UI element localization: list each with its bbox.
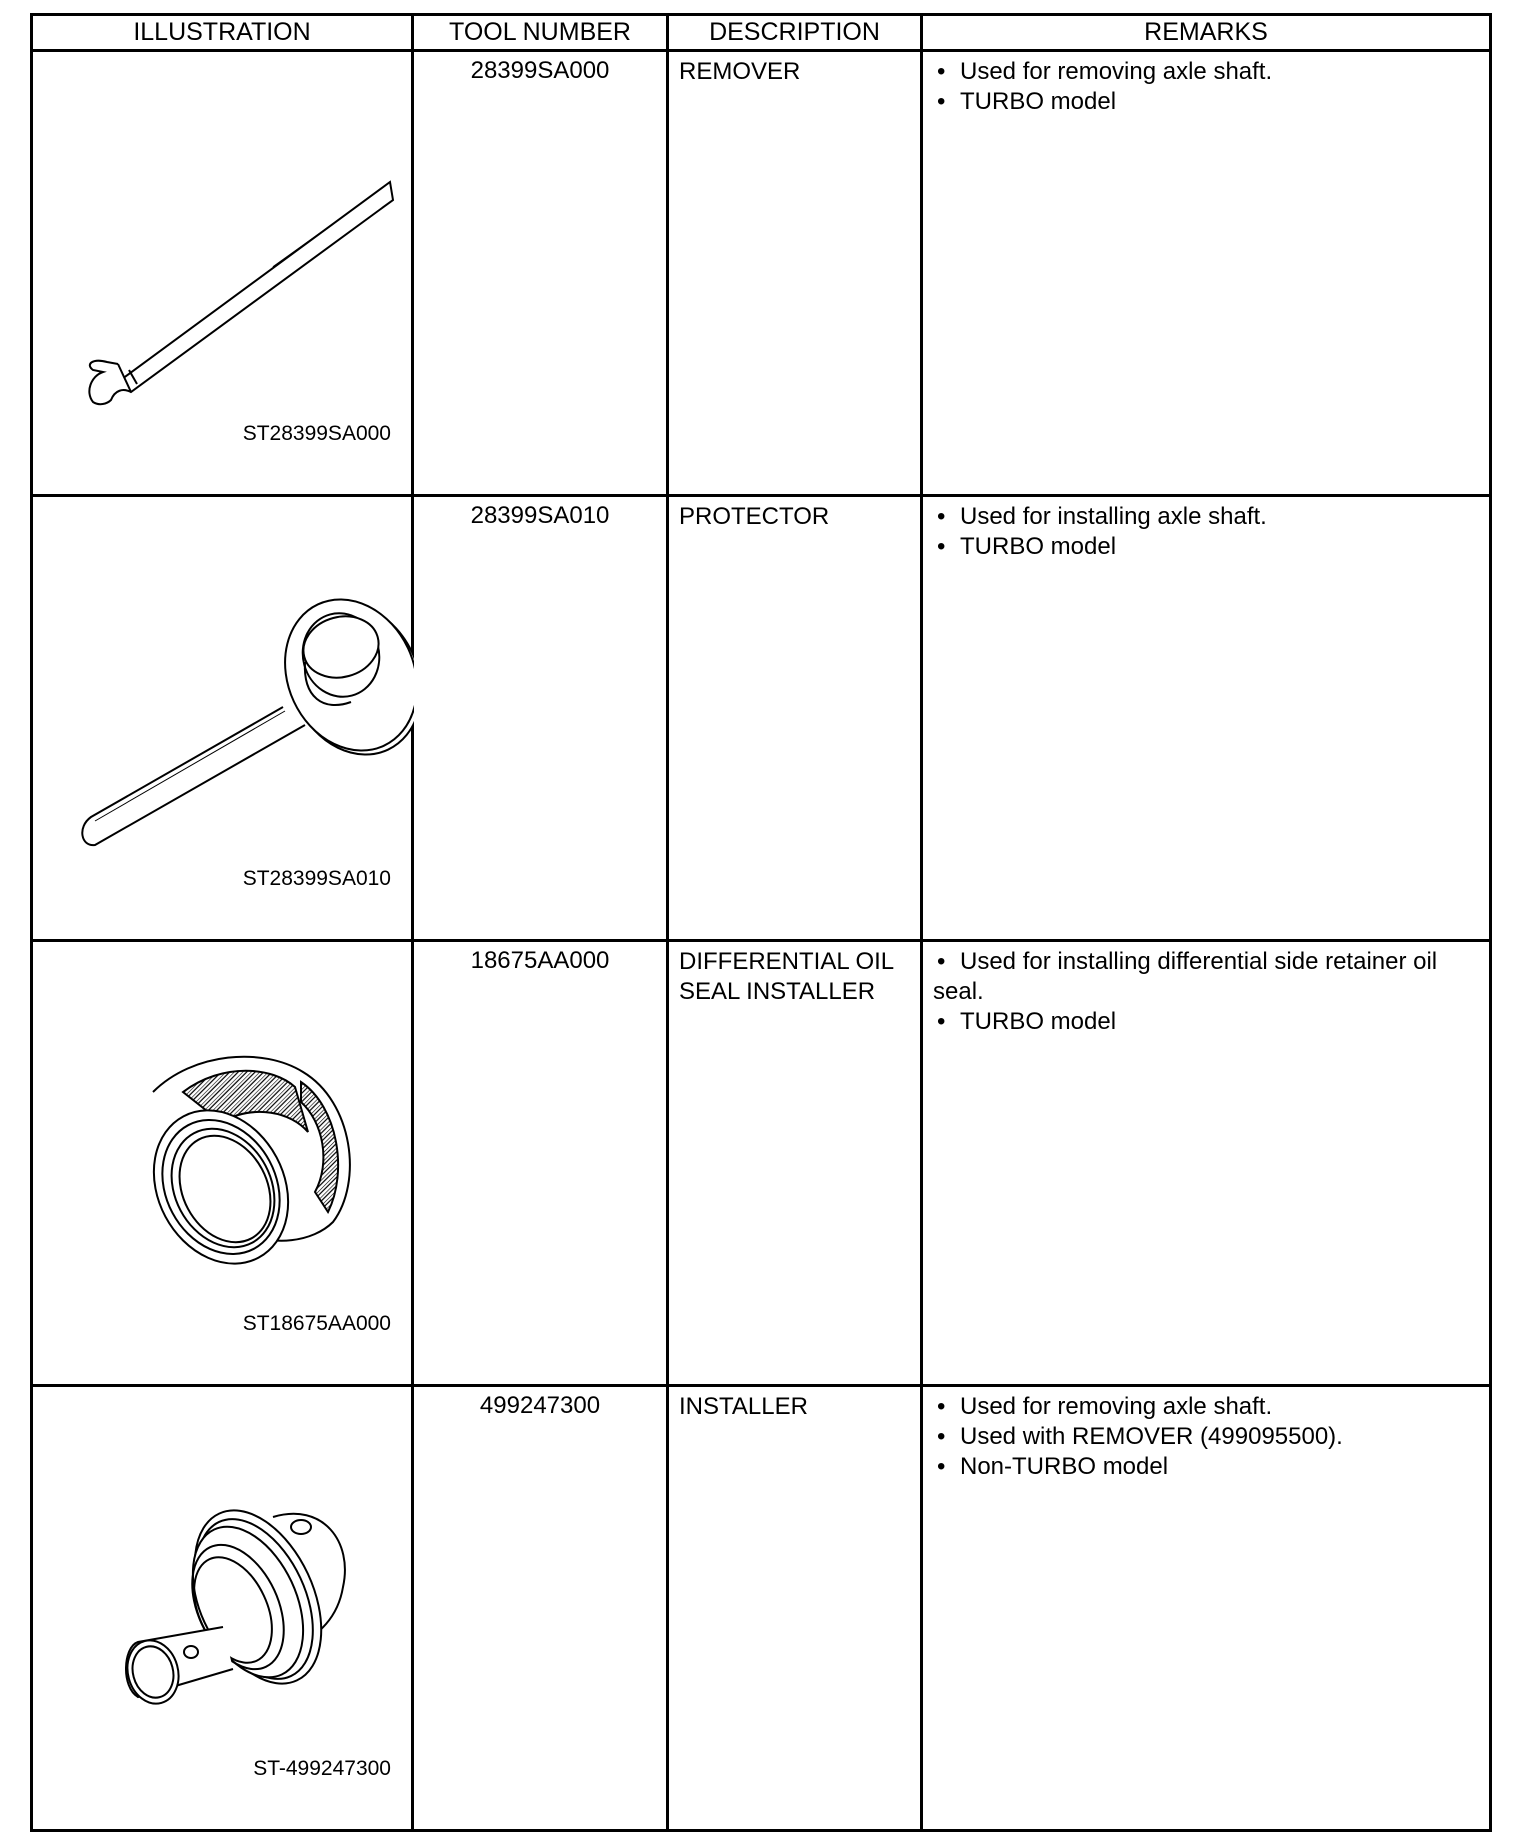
tool-number: 499247300	[413, 1386, 668, 1831]
tool-description: DIFFERENTIAL OIL SEAL INSTALLER	[668, 941, 922, 1386]
illustration-code: ST-499247300	[253, 1757, 391, 1780]
tool-number: 28399SA010	[413, 496, 668, 941]
table-row	[32, 1386, 1491, 1831]
remark-item: • Used for removing axle shaft.	[933, 57, 1481, 87]
remark-item: • TURBO model	[933, 1007, 1481, 1037]
tool-number: 18675AA000	[413, 941, 668, 1386]
illustration-cell	[32, 941, 413, 1386]
table-header-row	[32, 15, 1491, 51]
remark-item: • Non-TURBO model	[933, 1452, 1481, 1482]
header-remarks: REMARKS	[922, 15, 1491, 51]
illustration-cell	[32, 1386, 413, 1831]
tool-remarks	[922, 941, 1491, 1386]
tool-description: INSTALLER	[668, 1386, 922, 1831]
header-illustration: ILLUSTRATION	[32, 15, 413, 51]
remark-item: • Used for removing axle shaft.	[933, 1392, 1481, 1422]
remark-item: • Used for installing axle shaft.	[933, 502, 1481, 532]
table-row	[32, 496, 1491, 941]
remark-item: • TURBO model	[933, 87, 1481, 117]
tool-remarks	[922, 51, 1491, 496]
tool-remarks	[922, 1386, 1491, 1831]
remark-item: • Used for installing differential side retainer oil seal.	[933, 947, 1481, 1007]
illustration-cell	[32, 51, 413, 496]
tool-description: PROTECTOR	[668, 496, 922, 941]
illustration-code: ST28399SA010	[242, 867, 391, 890]
tool-description: REMOVER	[668, 51, 922, 496]
table-row	[32, 51, 1491, 496]
header-tool-number: TOOL NUMBER	[413, 15, 668, 51]
table-row	[32, 941, 1491, 1386]
remark-item: • Used with REMOVER (499095500).	[933, 1422, 1481, 1452]
illustration-cell	[32, 496, 413, 941]
illustration-code: ST18675AA000	[242, 1312, 391, 1335]
tool-remarks	[922, 496, 1491, 941]
special-tools-table	[30, 13, 1492, 1832]
header-description: DESCRIPTION	[668, 15, 922, 51]
remark-item: • TURBO model	[933, 532, 1481, 562]
illustration-code: ST28399SA000	[242, 422, 391, 445]
tool-number: 28399SA000	[413, 51, 668, 496]
